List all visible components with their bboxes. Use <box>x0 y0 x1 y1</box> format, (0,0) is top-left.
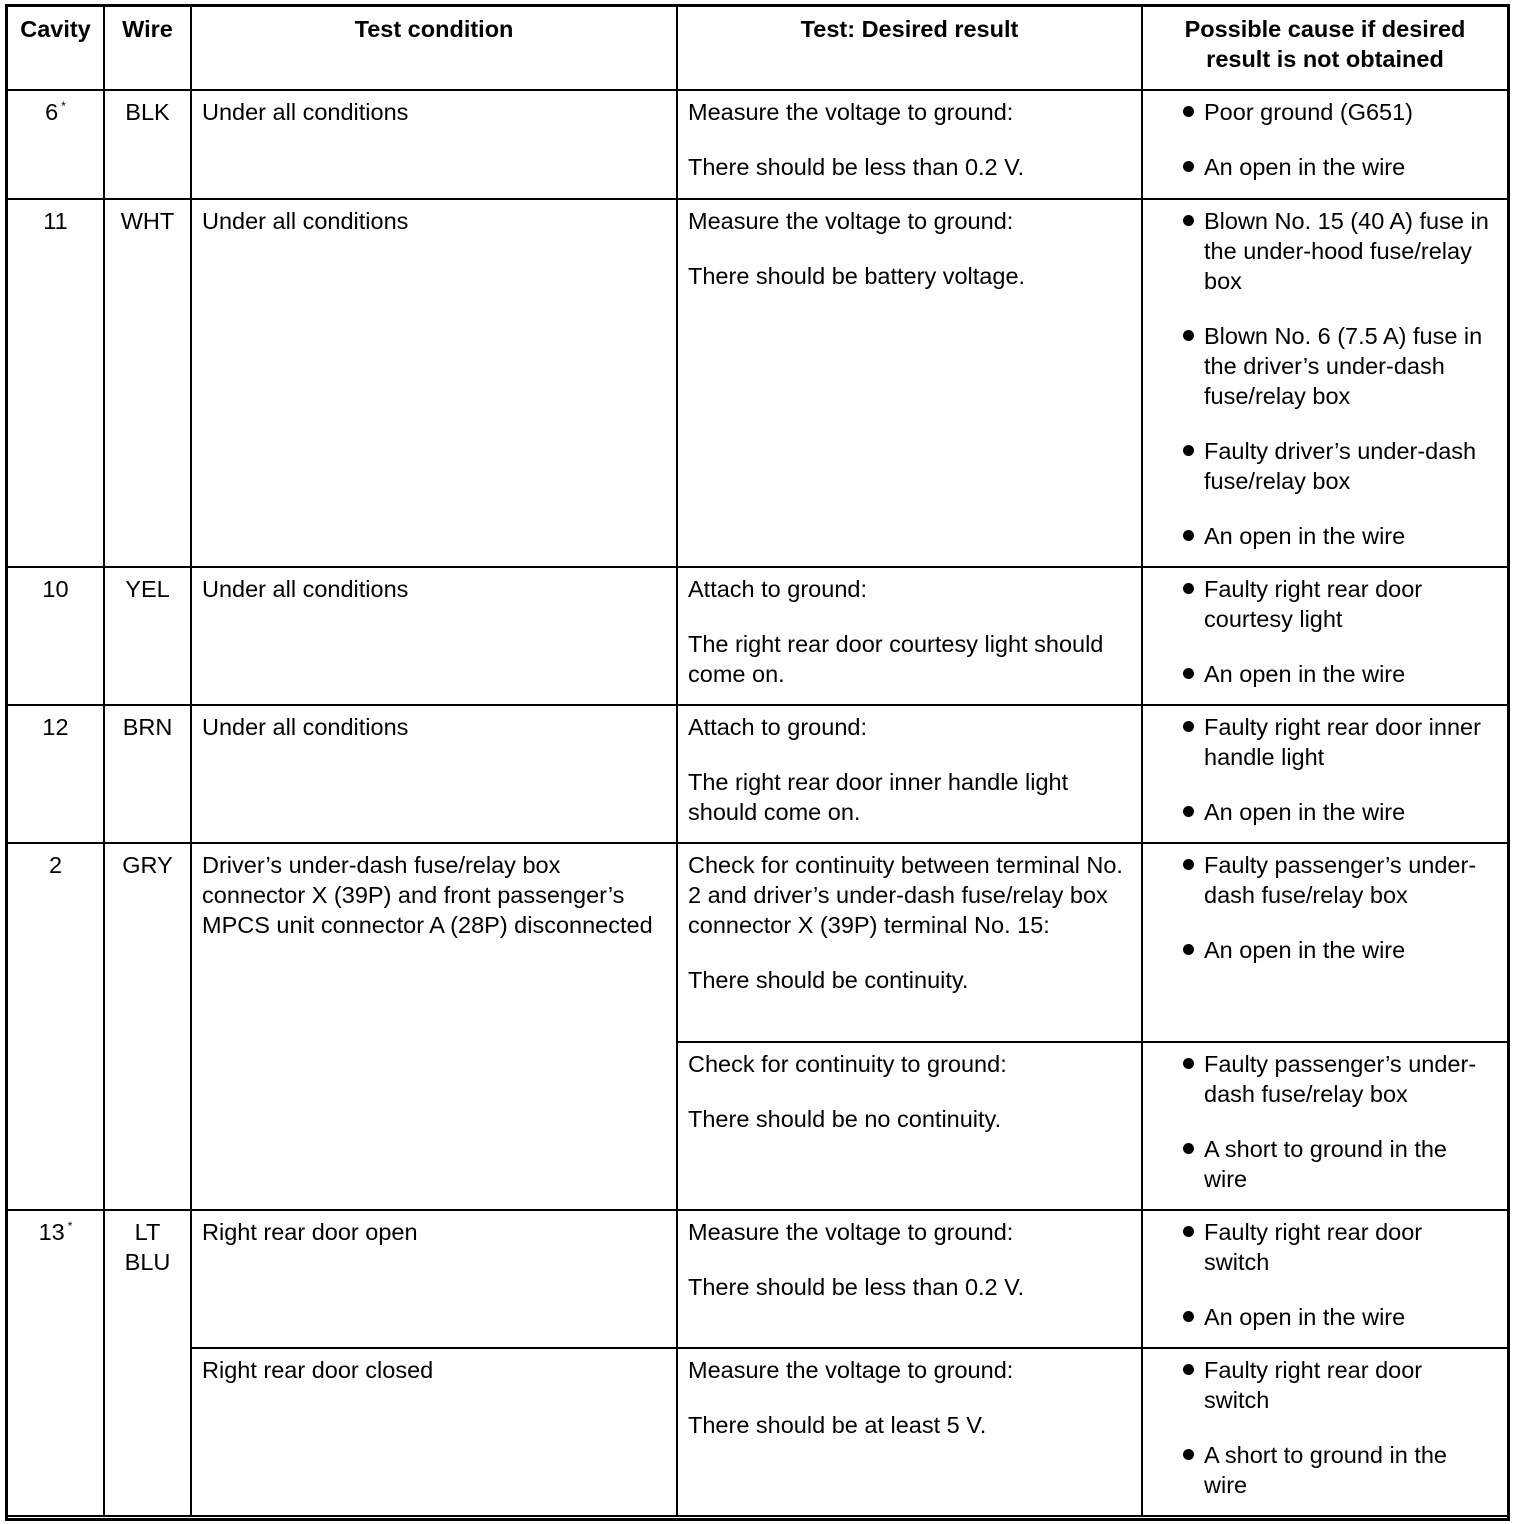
list-item: Blown No. 15 (40 A) fuse in the under-hood fuse/relay box <box>1153 206 1497 296</box>
header-possible-cause: Possible cause if desired result is not obtained <box>1142 6 1508 90</box>
bullet-icon <box>1183 106 1194 117</box>
bullet-icon <box>1183 1226 1194 1237</box>
list-item: Faulty passenger’s under-dash fuse/relay box <box>1153 1049 1497 1109</box>
header-desired-result: Test: Desired result <box>677 6 1142 90</box>
cause-cell <box>1142 1348 1508 1516</box>
bullet-icon <box>1183 944 1194 955</box>
footnote-mark: * <box>67 1219 73 1233</box>
bullet-icon <box>1183 215 1194 226</box>
list-item: Faulty right rear door courtesy light <box>1153 574 1497 634</box>
result-cell: Check for continuity between terminal No. 2 and driver’s under-dash fuse/relay box connector X (39P) terminal No. 15: There should be continuity. <box>677 843 1142 1042</box>
condition-cell: Right rear door open <box>191 1210 677 1348</box>
table-row <box>7 843 1508 1042</box>
condition-cell: Under all conditions <box>191 705 677 843</box>
cavity-cell: 11 <box>7 199 104 567</box>
bullet-icon <box>1183 668 1194 679</box>
cavity-cell: 12 <box>7 705 104 843</box>
table-row <box>7 1348 1508 1516</box>
table-row <box>7 1210 1508 1348</box>
bullet-icon <box>1183 445 1194 456</box>
header-test-condition: Test condition <box>191 6 677 90</box>
result-cell: Check for continuity to ground: There should be no continuity. <box>677 1042 1142 1210</box>
connector-test-table <box>6 5 1509 1517</box>
list-item: An open in the wire <box>1153 1302 1497 1332</box>
cause-cell <box>1142 705 1508 843</box>
bullet-icon <box>1183 721 1194 732</box>
bullet-icon <box>1183 1311 1194 1322</box>
wire-cell: LT BLU <box>104 1210 191 1516</box>
result-cell: Measure the voltage to ground: There should be battery voltage. <box>677 199 1142 567</box>
wire-cell: BRN <box>104 705 191 843</box>
bullet-icon <box>1183 1364 1194 1375</box>
cause-cell <box>1142 90 1508 199</box>
cause-cell <box>1142 843 1508 1042</box>
list-item: Faulty passenger’s under-dash fuse/relay box <box>1153 850 1497 910</box>
bullet-icon <box>1183 1449 1194 1460</box>
list-item: An open in the wire <box>1153 521 1497 551</box>
cause-cell <box>1142 1210 1508 1348</box>
bullet-icon <box>1183 530 1194 541</box>
list-item: An open in the wire <box>1153 659 1497 689</box>
footnote-mark: * <box>61 99 66 113</box>
header-cavity: Cavity <box>7 6 104 90</box>
table-row <box>7 199 1508 567</box>
list-item: An open in the wire <box>1153 797 1497 827</box>
wire-cell: GRY <box>104 843 191 1210</box>
result-cell: Measure the voltage to ground: There should be less than 0.2 V. <box>677 1210 1142 1348</box>
cavity-cell: 2 <box>7 843 104 1210</box>
condition-cell: Right rear door closed <box>191 1348 677 1516</box>
list-item: A short to ground in the wire <box>1153 1440 1497 1500</box>
header-row <box>7 6 1508 90</box>
table-row <box>7 567 1508 705</box>
condition-cell: Under all conditions <box>191 90 677 199</box>
condition-cell: Driver’s under-dash fuse/relay box connector X (39P) and front passenger’s MPCS unit connector A (28P) disconnected <box>191 843 677 1210</box>
list-item: Blown No. 6 (7.5 A) fuse in the driver’s under-dash fuse/relay box <box>1153 321 1497 411</box>
wire-cell: YEL <box>104 567 191 705</box>
bullet-icon <box>1183 1143 1194 1154</box>
bullet-icon <box>1183 583 1194 594</box>
cavity-cell: 13 * <box>7 1210 104 1516</box>
cause-cell <box>1142 1042 1508 1210</box>
wire-cell: WHT <box>104 199 191 567</box>
list-item: An open in the wire <box>1153 152 1497 182</box>
cause-cell <box>1142 199 1508 567</box>
result-cell: Attach to ground: The right rear door inner handle light should come on. <box>677 705 1142 843</box>
cause-cell <box>1142 567 1508 705</box>
list-item: Faulty driver’s under-dash fuse/relay box <box>1153 436 1497 496</box>
condition-cell: Under all conditions <box>191 567 677 705</box>
bullet-icon <box>1183 161 1194 172</box>
bullet-icon <box>1183 1058 1194 1069</box>
list-item: Poor ground (G651) <box>1153 97 1497 127</box>
list-item: Faulty right rear door switch <box>1153 1355 1497 1415</box>
cavity-cell: 10 <box>7 567 104 705</box>
bullet-icon <box>1183 859 1194 870</box>
list-item: An open in the wire <box>1153 935 1497 965</box>
list-item: Faulty right rear door switch <box>1153 1217 1497 1277</box>
result-cell: Attach to ground: The right rear door courtesy light should come on. <box>677 567 1142 705</box>
cavity-cell: 6 * <box>7 90 104 199</box>
wire-cell: BLK <box>104 90 191 199</box>
list-item: Faulty right rear door inner handle light <box>1153 712 1497 772</box>
result-cell: Measure the voltage to ground: There should be less than 0.2 V. <box>677 90 1142 199</box>
list-item: A short to ground in the wire <box>1153 1134 1497 1194</box>
result-cell: Measure the voltage to ground: There should be at least 5 V. <box>677 1348 1142 1516</box>
table-row <box>7 90 1508 199</box>
bullet-icon <box>1183 330 1194 341</box>
condition-cell: Under all conditions <box>191 199 677 567</box>
header-wire: Wire <box>104 6 191 90</box>
table-row <box>7 705 1508 843</box>
bullet-icon <box>1183 806 1194 817</box>
